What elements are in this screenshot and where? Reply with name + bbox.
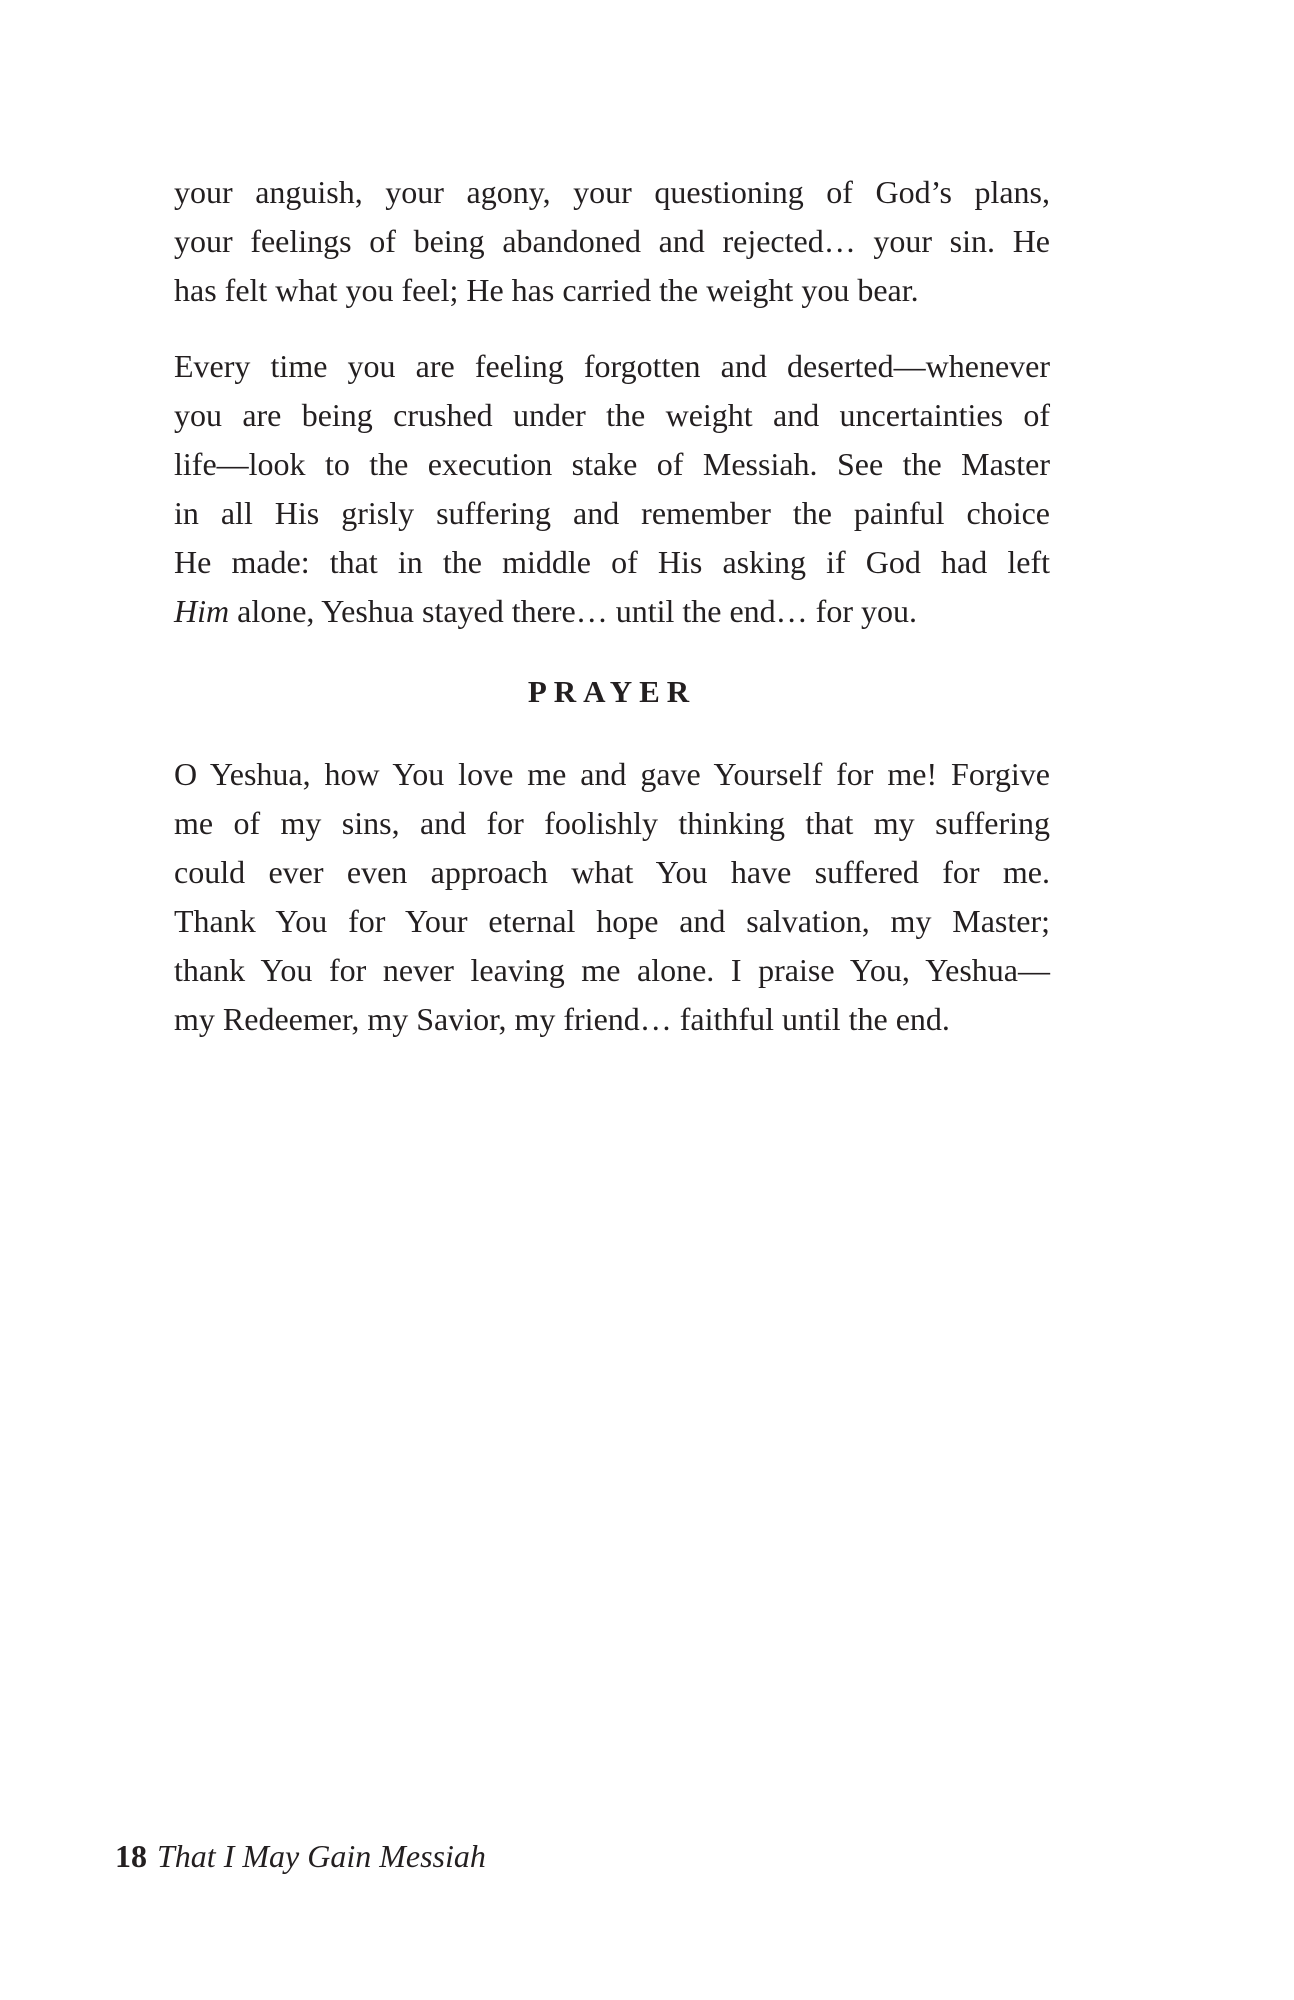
prayer-line: me of my sins, and for foolishly thinking that my suffering bbox=[174, 805, 1050, 841]
prayer-line: thank You for never leaving me alone. I praise You, Yeshua— bbox=[174, 952, 1050, 988]
paragraph-1-line: has felt what you feel; He has carried the weight you bear. bbox=[174, 272, 919, 308]
prayer-line: my Redeemer, my Savior, my friend… faithful until the end. bbox=[174, 1001, 950, 1037]
running-title: That I May Gain Messiah bbox=[157, 1838, 486, 1874]
paragraph-1-line: your anguish, your agony, your questioning of God’s plans, bbox=[174, 174, 1050, 210]
paragraph-2-line: you are being crushed under the weight and uncertainties of bbox=[174, 397, 1050, 433]
paragraph-2-last-line bbox=[174, 587, 1050, 636]
page-footer bbox=[115, 1836, 486, 1876]
prayer-heading: PRAYER bbox=[527, 674, 697, 709]
page-body bbox=[174, 168, 1050, 1044]
paragraph-2-line: Every time you are feeling forgotten and deserted—whenever bbox=[174, 348, 1050, 384]
paragraph-2-line: life—look to the execution stake of Messiah. See the Master bbox=[174, 446, 1050, 482]
paragraph-2-line: in all His grisly suffering and remember the painful choice bbox=[174, 495, 1050, 531]
page-number: 18 bbox=[115, 1838, 147, 1874]
prayer-paragraph bbox=[174, 750, 1050, 1044]
paragraph-1 bbox=[174, 168, 1050, 315]
prayer-line: could ever even approach what You have suffered for me. bbox=[174, 854, 1050, 890]
paragraph-1-line: your feelings of being abandoned and rejected… your sin. He bbox=[174, 223, 1050, 259]
paragraph-2-last-line-rest: alone, Yeshua stayed there… until the end… for you. bbox=[229, 593, 917, 629]
paragraph-2 bbox=[174, 342, 1050, 636]
italic-him: Him bbox=[174, 593, 230, 629]
prayer-line: Thank You for Your eternal hope and salvation, my Master; bbox=[174, 903, 1050, 939]
paragraph-2-line: He made: that in the middle of His asking if God had left bbox=[174, 544, 1050, 580]
prayer-line: O Yeshua, how You love me and gave Yourself for me! Forgive bbox=[174, 756, 1050, 792]
